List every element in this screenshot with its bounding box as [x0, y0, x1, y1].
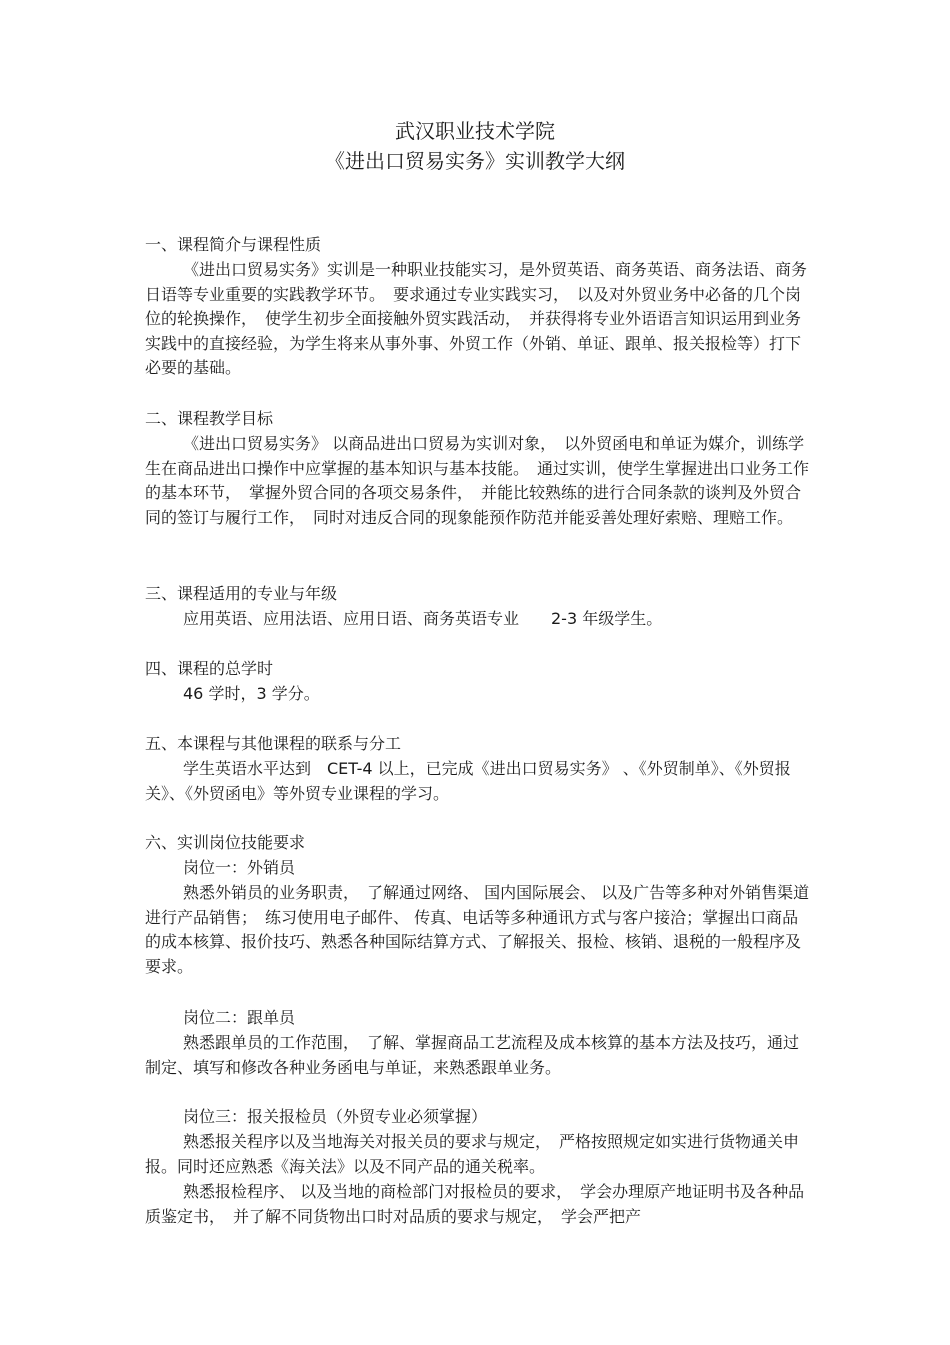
post-2-body: 熟悉跟单员的工作范围， 了解、掌握商品工艺流程及成本核算的基本方法及技巧，通过制定、填写和修改各种业务函电与单证，来熟悉跟单业务。: [145, 1033, 800, 1077]
post-2-title: 岗位二：跟单员: [183, 1008, 296, 1027]
post-3-body-2: 熟悉报检程序、 以及当地的商检部门对报检员的要求， 学会办理原产地证明书及各种品质鉴定书， 并了解不同货物出口时对品质的要求与规定， 学会严把产: [145, 1182, 805, 1226]
section-6-heading: 六、实训岗位技能要求: [145, 833, 306, 852]
syllabus-title: 《进出口贸易实务》实训教学大纲: [325, 149, 625, 173]
section-1-body: 《进出口贸易实务》实训是一种职业技能实习，是外贸英语、商务英语、商务法语、商务日语等专业重要的实践教学环节。 要求通过专业实践实习， 以及对外贸业务中必备的几个岗位的轮换操作， 使学生初步全面接触外贸实践活动， 并获得将专业外语语言知识运用到业务实践中的直接经验，为学生将来从事外事、外贸工作（外销、单证、跟单、报关报检等）打下必要的基础。: [145, 260, 808, 377]
post-1-body: 熟悉外销员的业务职责， 了解通过网络、 国内国际展会、 以及广告等多种对外销售渠道进行产品销售； 练习使用电子邮件、 传真、电话等多种通讯方式与客户接洽；掌握出口商品的成本核算、报价技巧、熟悉各种国际结算方式、了解报关、报检、核销、退税的一般程序及要求。: [145, 883, 810, 976]
post-3-body-1: 熟悉报关程序以及当地海关对报关员的要求与规定， 严格按照规定如实进行货物通关申报。同时还应熟悉《海关法》以及不同产品的通关税率。: [145, 1132, 800, 1176]
section-3-heading: 三、课程适用的专业与年级: [145, 584, 338, 603]
section-3-body: 应用英语、应用法语、应用日语、商务英语专业 2-3 年级学生。: [183, 609, 663, 628]
post-1-title: 岗位一：外销员: [183, 858, 296, 877]
section-1-heading: 一、课程简介与课程性质: [145, 235, 322, 254]
school-name: 武汉职业技术学院: [395, 119, 555, 143]
section-5-heading: 五、本课程与其他课程的联系与分工: [145, 734, 402, 753]
section-2-body: 《进出口贸易实务》 以商品进出口贸易为实训对象， 以外贸函电和单证为媒介，训练学生在商品进出口操作中应掌握的基本知识与基本技能。 通过实训，使学生掌握进出口业务工作的基本环节， 掌握外贸合同的各项交易条件， 并能比较熟练的进行合同条款的谈判及外贸合同的签订与履行工作， 同时对违反合同的现象能预作防范并能妥善处理好索赔、理赔工作。: [145, 434, 810, 527]
section-5-body: 学生英语水平达到 CET-4 以上，已完成《进出口贸易实务》 、《外贸制单》、《外贸报关》、《外贸函电》等外贸专业课程的学习。: [145, 759, 791, 803]
section-4-body: 46 学时，3 学分。: [183, 684, 320, 703]
post-3-title: 岗位三：报关报检员（外贸专业必须掌握）: [183, 1107, 488, 1126]
section-4-heading: 四、课程的总学时: [145, 659, 274, 678]
section-2-heading: 二、课程教学目标: [145, 409, 274, 428]
